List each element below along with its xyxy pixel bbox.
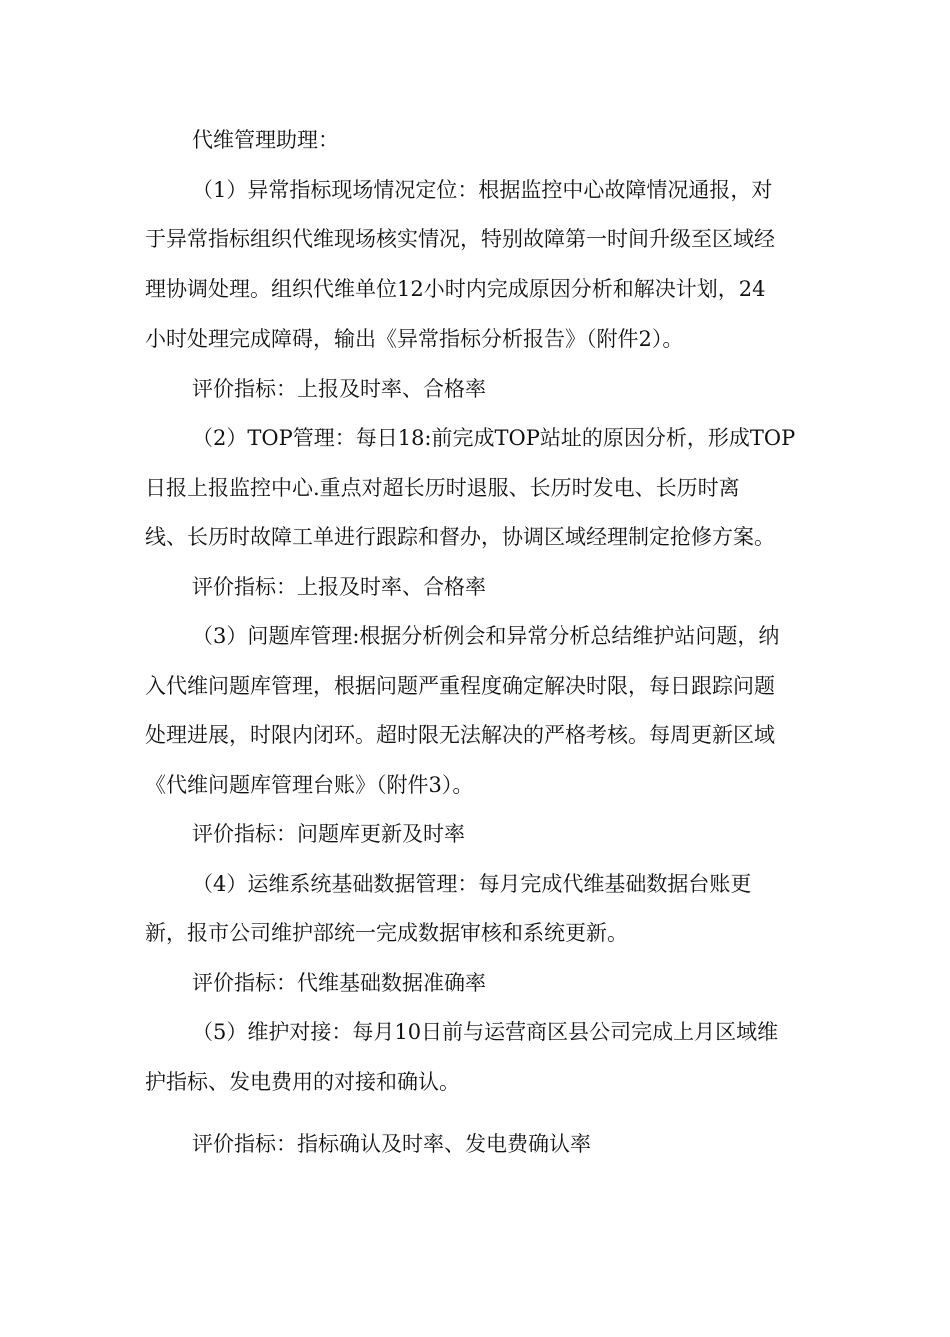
item-1-line-4: 小时处理完成障碍，输出《异常指标分析报告》（附件2）。	[145, 327, 684, 351]
item-5-evaluation: 评价指标：指标确认及时率、发电费确认率	[192, 1132, 591, 1156]
item-4-line-1: （4）运维系统基础数据管理：每月完成代维基础数据台账更	[192, 872, 752, 896]
item-1-line-2: 于异常指标组织代维现场核实情况，特别故障第一时间升级至区域经	[145, 227, 775, 251]
item-1-line-3: 理协调处理。组织代维单位12小时内完成原因分析和解决计划，24	[145, 277, 766, 301]
item-3-evaluation: 评价指标：问题库更新及时率	[192, 822, 465, 846]
item-1-evaluation: 评价指标：上报及时率、合格率	[192, 377, 486, 401]
item-3-line-3: 处理进展，时限内闭环。超时限无法解决的严格考核。每周更新区域	[145, 723, 775, 747]
item-4-evaluation: 评价指标：代维基础数据准确率	[192, 971, 486, 995]
item-2-line-2: 日报上报监控中心.重点对超长历时退服、长历时发电、长历时离	[145, 476, 740, 500]
item-3-line-2: 入代维问题库管理，根据问题严重程度确定解决时限，每日跟踪问题	[145, 674, 775, 698]
item-5-line-1: （5）维护对接：每月10日前与运营商区县公司完成上月区域维	[192, 1020, 779, 1044]
section-heading: 代维管理助理：	[192, 128, 339, 152]
item-2-line-3: 线、长历时故障工单进行跟踪和督办，协调区域经理制定抢修方案。	[145, 525, 775, 549]
item-5-line-2: 护指标、发电费用的对接和确认。	[145, 1070, 460, 1094]
item-3-line-1: （3）问题库管理:根据分析例会和异常分析总结维护站问题，纳	[192, 624, 780, 648]
item-1-line-1: （1）异常指标现场情况定位：根据监控中心故障情况通报，对	[192, 178, 773, 202]
item-3-line-4: 《代维问题库管理台账》（附件3）。	[145, 773, 474, 797]
item-4-line-2: 新，报市公司维护部统一完成数据审核和系统更新。	[145, 921, 628, 945]
item-2-line-1: （2）TOP管理：每日18:前完成TOP站址的原因分析，形成TOP	[192, 426, 796, 450]
item-2-evaluation: 评价指标：上报及时率、合格率	[192, 575, 486, 599]
